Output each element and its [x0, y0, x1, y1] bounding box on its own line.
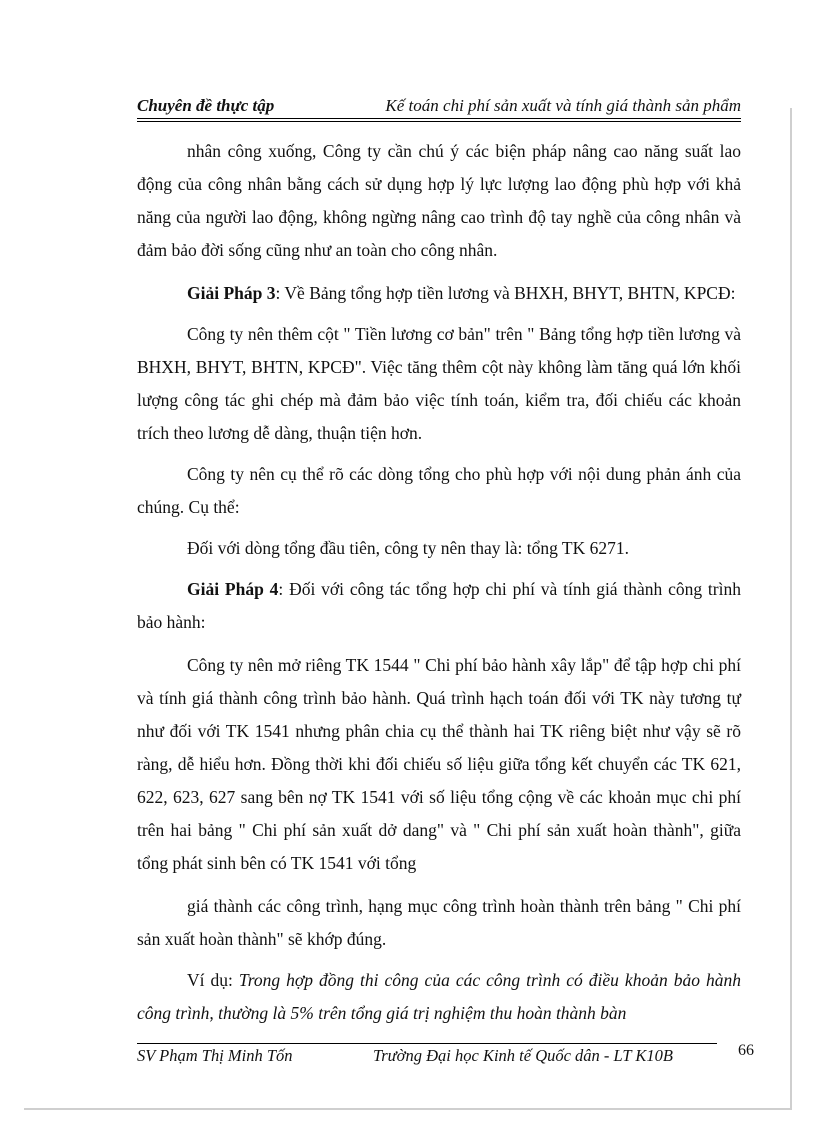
- body-text: [137, 135, 741, 1038]
- paragraph-solution-3: [137, 277, 741, 310]
- paragraph-7: Công ty nên mở riêng TK 1544 " Chi phí bảo hành xây lắp" để tập hợp chi phí và tính giá thành công trình bảo hành. Quá trình hạch toán đối với TK này tương tự như đối với TK 1541 nhưng phân chia cụ thể thành hai TK riêng biệt như vậy sẽ rõ ràng, dễ hiểu hơn. Đồng thời khi đối chiếu số liệu giữa tổng kết chuyển các TK 621, 622, 623, 627 sang bên nợ TK 1541 với số liệu tổng cộng về các khoản mục chi phí trên hai bảng " Chi phí sản xuất dở dang" và " Chi phí sản xuất hoàn thành", giữa tổng phát sinh bên có TK 1541 với tổng: [137, 655, 741, 873]
- solution-4-text: : Đối với công tác tổng hợp chi phí và tính giá thành công trình bảo hành:: [137, 579, 741, 632]
- header-double-rule: [137, 118, 741, 122]
- paragraph-solution-4: [137, 573, 741, 639]
- footer-author: SV Phạm Thị Minh Tốn: [137, 1046, 293, 1065]
- example-text: Trong hợp đồng thi công của các công trình có điều khoản bảo hành công trình, thường là 5% trên tổng giá trị nghiệm thu hoàn thành bàn: [137, 970, 741, 1023]
- header-left-title: Chuyên đề thực tập: [137, 96, 275, 115]
- paragraph-5: Đối với dòng tổng đầu tiên, công ty nên thay là: tổng TK 6271.: [187, 538, 630, 558]
- paragraph-example: [137, 964, 741, 1030]
- paragraph-1: nhân công xuống, Công ty cần chú ý các biện pháp nâng cao năng suất lao động của công nhân bằng cách sử dụng hợp lý lực lượng lao động phù hợp với khả năng của người lao động, không ngừng nâng cao trình độ tay nghề của công nhân và đảm bảo đời sống cũng như an toàn cho công nhân.: [137, 141, 741, 260]
- solution-4-label: Giải Pháp 4: [187, 579, 279, 599]
- paragraph-8: giá thành các công trình, hạng mục công trình hoàn thành trên bảng " Chi phí sản xuất hoàn thành" sẽ khớp đúng.: [137, 896, 741, 949]
- footer-rule: [137, 1043, 717, 1044]
- page-footer: [137, 1046, 741, 1068]
- page-shadow-bottom: [24, 1108, 792, 1110]
- footer-institution: Trường Đại học Kinh tế Quốc dân - LT K10B: [373, 1046, 673, 1065]
- page-number: 66: [738, 1042, 754, 1059]
- page-shadow-right: [790, 108, 792, 1108]
- paragraph-4: Công ty nên cụ thể rõ các dòng tổng cho phù hợp với nội dung phản ánh của chúng. Cụ thể:: [137, 464, 741, 517]
- solution-3-text: : Về Bảng tổng hợp tiền lương và BHXH, BHYT, BHTN, KPCĐ:: [275, 283, 736, 303]
- solution-3-label: Giải Pháp 3: [187, 283, 276, 303]
- paragraph-3: Công ty nên thêm cột " Tiền lương cơ bản" trên " Bảng tổng hợp tiền lương và BHXH, BHYT, BHTN, KPCĐ". Việc tăng thêm cột này không làm tăng quá lớn khối lượng công tác ghi chép mà đảm bảo việc tính toán, kiểm tra, đối chiếu các khoản trích theo lương dễ dàng, thuận tiện hơn.: [137, 324, 741, 443]
- page-header: [137, 96, 741, 118]
- example-label: Ví dụ:: [187, 970, 239, 990]
- header-right-title: Kế toán chi phí sản xuất và tính giá thành sản phẩm: [385, 96, 741, 115]
